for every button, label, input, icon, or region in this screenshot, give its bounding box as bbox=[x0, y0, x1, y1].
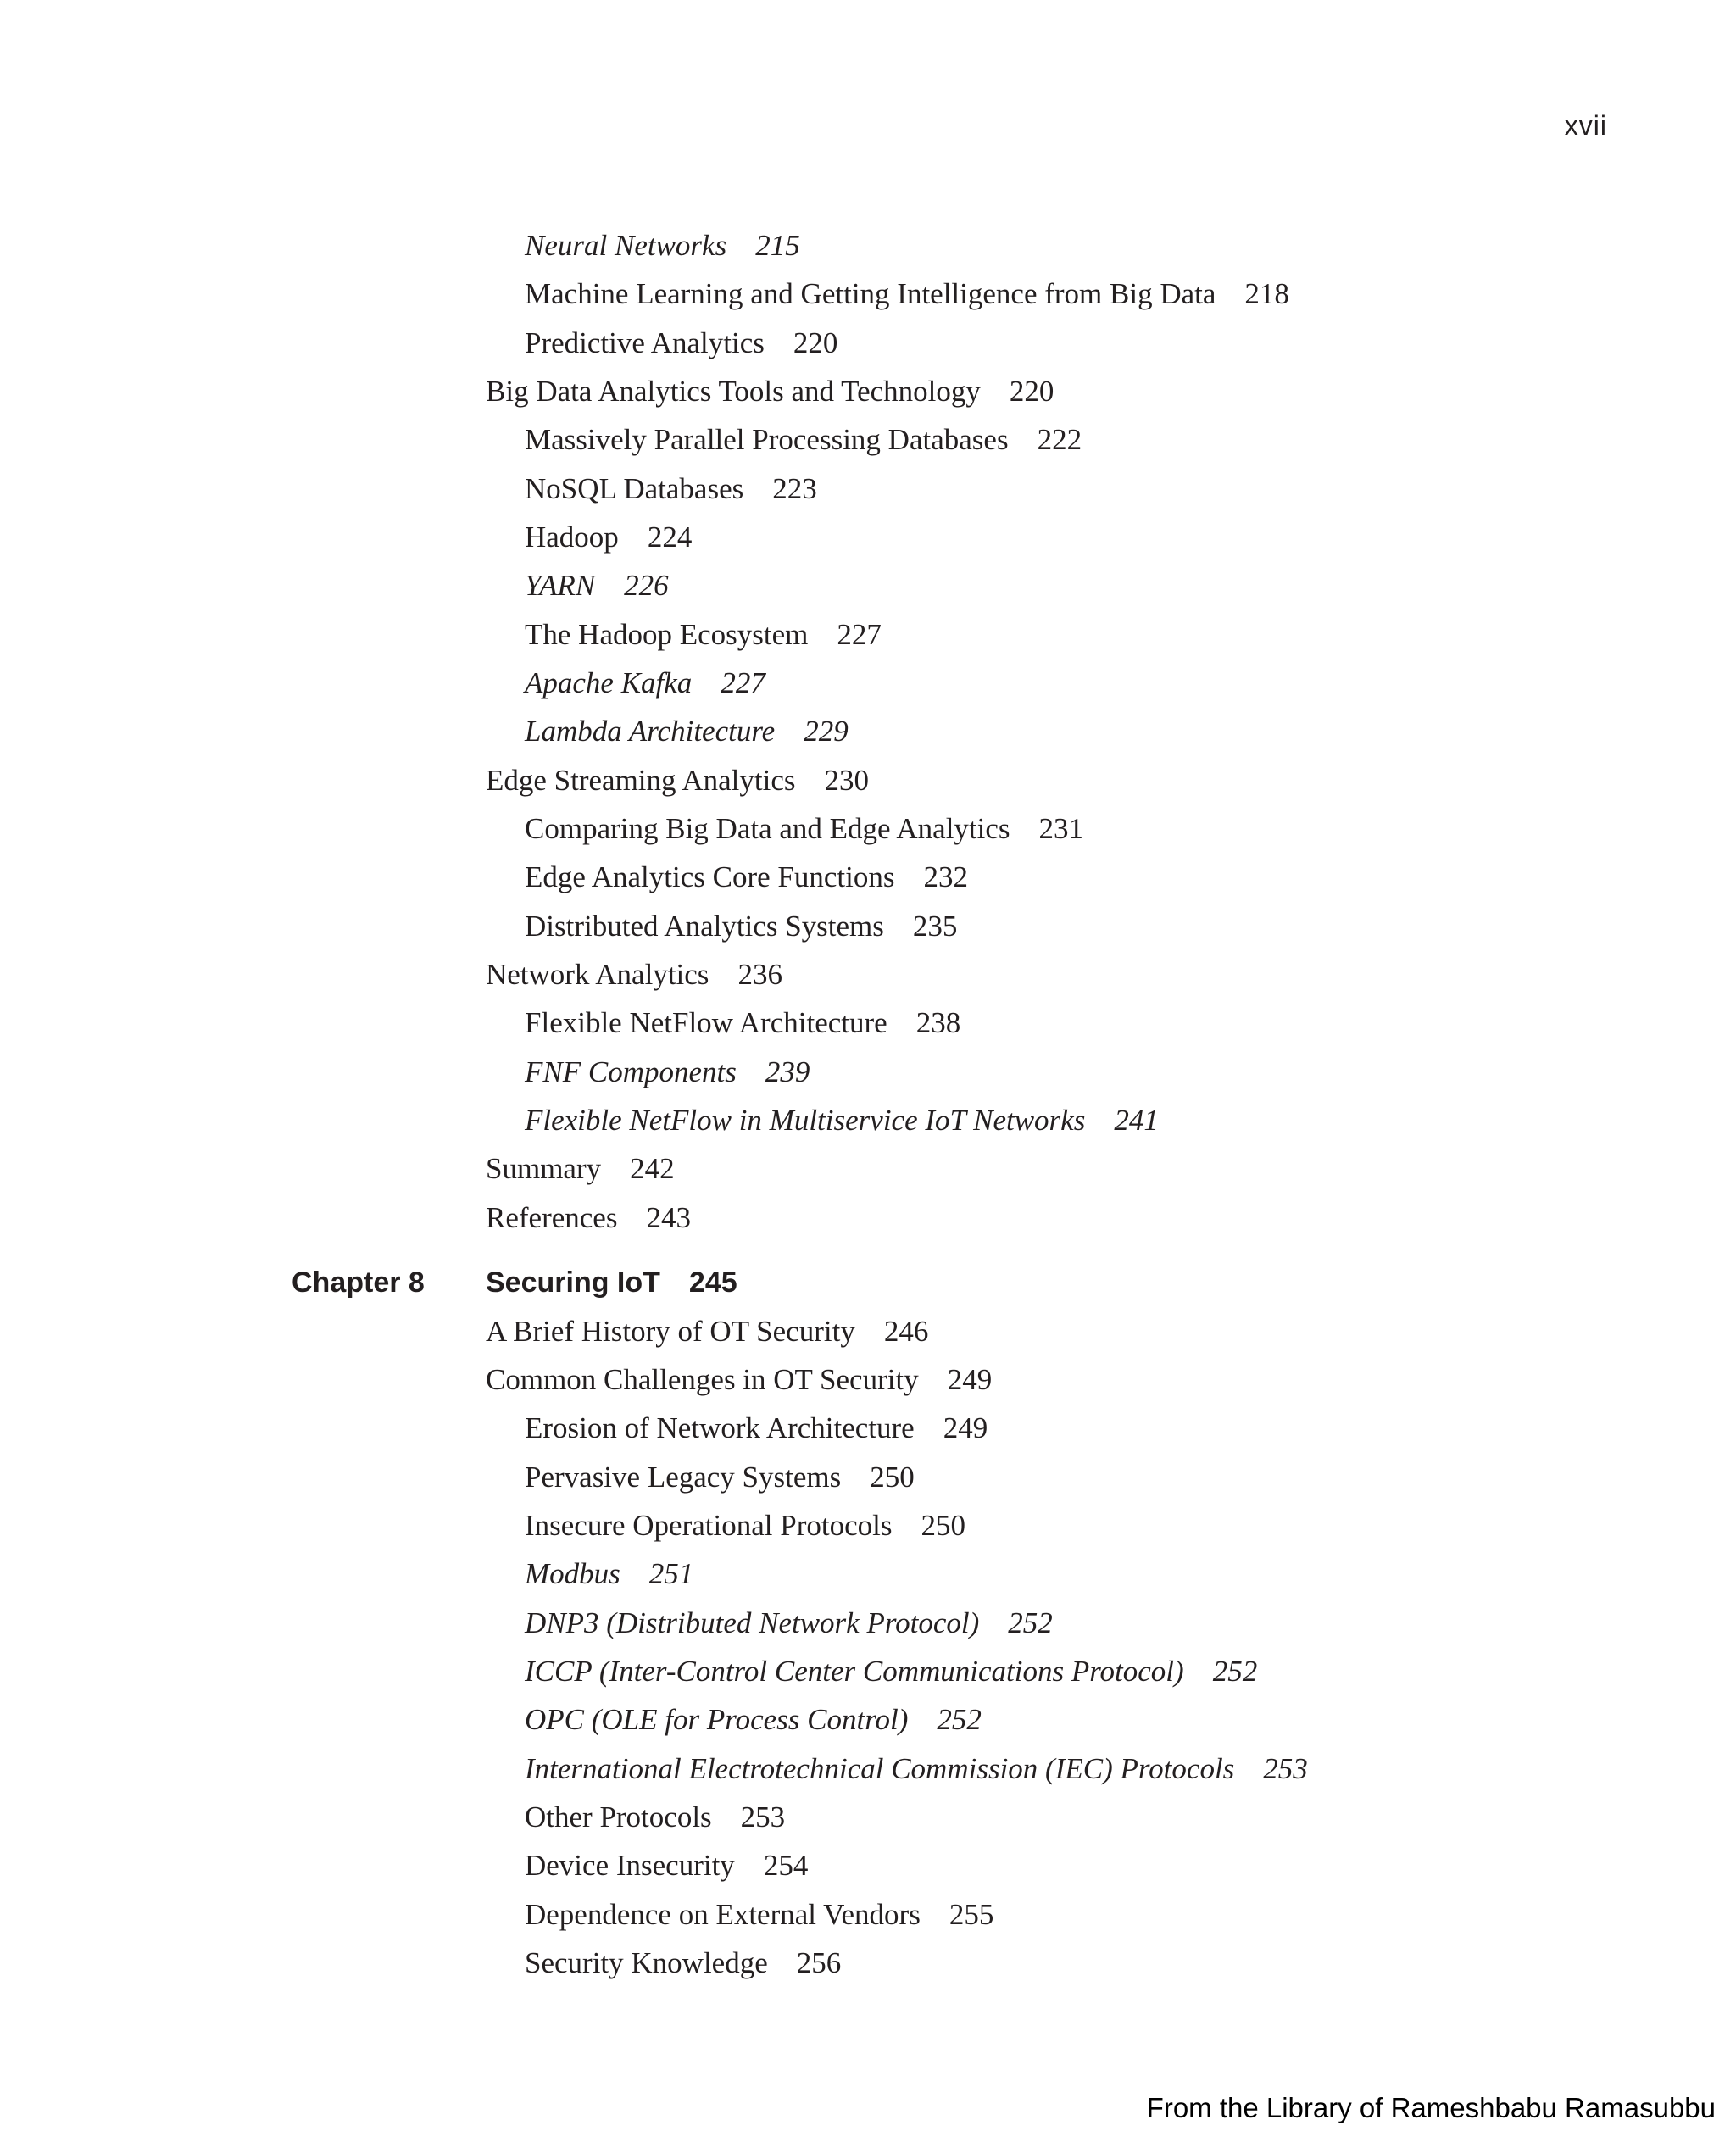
toc-entry-title: Modbus bbox=[525, 1557, 620, 1590]
chapter-title: Securing IoT bbox=[486, 1266, 660, 1299]
toc-entry-title: Edge Analytics Core Functions bbox=[525, 860, 895, 893]
toc-entry bbox=[486, 958, 782, 992]
toc-entry-page: 242 bbox=[630, 1152, 675, 1185]
toc-entry-title: Erosion of Network Architecture bbox=[525, 1411, 915, 1444]
library-footer: From the Library of Rameshbabu Ramasubbu bbox=[1146, 2092, 1716, 2123]
toc-entry-page: 218 bbox=[1244, 277, 1289, 310]
toc-entry-title: Security Knowledge bbox=[525, 1946, 768, 1979]
toc-entry-page: 230 bbox=[824, 764, 869, 797]
toc-entry-title: International Electrotechnical Commission (IEC) Protocols bbox=[525, 1752, 1235, 1785]
toc-entry bbox=[525, 277, 1289, 311]
chapter-heading bbox=[486, 1266, 737, 1299]
toc-entry-page: 222 bbox=[1037, 423, 1082, 456]
toc-entry-title: Device Insecurity bbox=[525, 1849, 735, 1882]
toc-entry bbox=[525, 1104, 1159, 1138]
toc-entry-page: 256 bbox=[796, 1946, 842, 1979]
toc-entry-page: 224 bbox=[647, 520, 693, 554]
toc-entry-page: 229 bbox=[804, 715, 849, 748]
toc-entry-page: 231 bbox=[1038, 812, 1084, 845]
toc-entry bbox=[486, 1363, 992, 1397]
toc-entry-page: 215 bbox=[755, 229, 800, 262]
toc-entry-page: 220 bbox=[793, 326, 838, 359]
toc-entry bbox=[525, 812, 1083, 846]
toc-entry-page: 254 bbox=[763, 1849, 809, 1882]
toc-entry-title: Other Protocols bbox=[525, 1800, 712, 1834]
toc-entry-page: 238 bbox=[915, 1006, 961, 1039]
toc-entry bbox=[525, 1411, 988, 1445]
chapter-page: 245 bbox=[688, 1266, 737, 1299]
toc-entry-title: DNP3 (Distributed Network Protocol) bbox=[525, 1606, 980, 1639]
toc-entry-page: 223 bbox=[772, 472, 817, 505]
toc-entry bbox=[525, 1703, 982, 1737]
toc-entry-title: A Brief History of OT Security bbox=[486, 1315, 855, 1348]
toc-entry-title: References bbox=[486, 1201, 618, 1234]
toc-entry bbox=[525, 1557, 693, 1591]
toc-entry-page: 232 bbox=[923, 860, 968, 893]
toc-entry-page: 250 bbox=[921, 1509, 965, 1542]
toc-entry-page: 253 bbox=[740, 1800, 786, 1834]
toc-entry bbox=[525, 1800, 785, 1834]
toc-entry-title: Big Data Analytics Tools and Technology bbox=[486, 375, 981, 408]
toc-entry bbox=[525, 1606, 1053, 1640]
toc-entry bbox=[525, 472, 817, 506]
toc-entry-title: Summary bbox=[486, 1152, 602, 1185]
toc-entry bbox=[525, 1655, 1257, 1689]
toc-entry-page: 241 bbox=[1114, 1104, 1159, 1137]
toc-entry bbox=[525, 1849, 808, 1883]
toc-entry-title: Dependence on External Vendors bbox=[525, 1898, 921, 1931]
toc-entry-title: OPC (OLE for Process Control) bbox=[525, 1703, 909, 1736]
toc-entry-page: 227 bbox=[721, 666, 765, 699]
toc-entry-page: 252 bbox=[1008, 1606, 1053, 1639]
toc-entry-title: YARN bbox=[525, 569, 596, 602]
toc-entry-page: 252 bbox=[1212, 1655, 1258, 1688]
toc-entry-title: Distributed Analytics Systems bbox=[525, 910, 884, 943]
toc-entry-page: 239 bbox=[765, 1055, 810, 1088]
toc-entry bbox=[525, 618, 882, 652]
toc-entry-page: 243 bbox=[646, 1201, 691, 1234]
toc-entry-title: Common Challenges in OT Security bbox=[486, 1363, 919, 1396]
toc-entry bbox=[486, 1201, 691, 1235]
toc-entry bbox=[525, 1898, 993, 1932]
toc-entry-title: Insecure Operational Protocols bbox=[525, 1509, 893, 1542]
toc-entry-page: 249 bbox=[947, 1363, 993, 1396]
toc-entry-title: ICCP (Inter-Control Center Communications Protocol) bbox=[525, 1655, 1184, 1688]
toc-entry-page: 220 bbox=[1009, 375, 1054, 408]
toc-entry-page: 249 bbox=[943, 1411, 988, 1444]
toc-entry-title: Neural Networks bbox=[525, 229, 727, 262]
toc-entry-title: FNF Components bbox=[525, 1055, 737, 1088]
toc-entry-title: Apache Kafka bbox=[525, 666, 693, 699]
toc-entry-page: 226 bbox=[624, 569, 669, 602]
toc-entry-title: Pervasive Legacy Systems bbox=[525, 1461, 842, 1494]
toc-entry bbox=[525, 715, 849, 748]
toc-entry-title: Lambda Architecture bbox=[525, 715, 776, 748]
toc-entry-page: 236 bbox=[737, 958, 782, 991]
toc-entry bbox=[525, 666, 765, 700]
toc-entry-page: 253 bbox=[1263, 1752, 1308, 1785]
page-number: xvii bbox=[1564, 110, 1607, 141]
toc-entry-title: Flexible NetFlow in Multiservice IoT Networks bbox=[525, 1104, 1086, 1137]
toc-entry-page: 235 bbox=[912, 910, 958, 943]
toc-entry bbox=[486, 1315, 928, 1349]
toc-entry-title: NoSQL Databases bbox=[525, 472, 744, 505]
toc-entry-title: Flexible NetFlow Architecture bbox=[525, 1006, 887, 1039]
toc-entry bbox=[486, 375, 1054, 409]
toc-entry-page: 246 bbox=[883, 1315, 929, 1348]
toc-entry bbox=[525, 326, 837, 360]
toc-entry bbox=[486, 1152, 675, 1186]
toc-entry bbox=[525, 910, 957, 943]
toc-entry bbox=[525, 569, 669, 603]
toc-entry-title: The Hadoop Ecosystem bbox=[525, 618, 809, 651]
toc-entry bbox=[525, 1006, 960, 1040]
toc-entry-page: 250 bbox=[870, 1461, 915, 1494]
toc-entry-title: Edge Streaming Analytics bbox=[486, 764, 796, 797]
toc-entry bbox=[525, 423, 1082, 457]
toc-entry-page: 255 bbox=[949, 1898, 994, 1931]
toc-entry bbox=[525, 520, 692, 554]
toc-entry-title: Massively Parallel Processing Databases bbox=[525, 423, 1009, 456]
toc-entry bbox=[525, 1055, 810, 1089]
toc-entry-page: 227 bbox=[837, 618, 882, 651]
toc-entry bbox=[486, 764, 869, 798]
toc-entry-title: Hadoop bbox=[525, 520, 619, 554]
toc-entry-page: 251 bbox=[648, 1557, 694, 1590]
toc-entry bbox=[525, 1752, 1308, 1786]
toc-entry-title: Predictive Analytics bbox=[525, 326, 765, 359]
toc-entry bbox=[525, 1461, 915, 1494]
toc-entry bbox=[525, 860, 968, 894]
toc-entry-title: Comparing Big Data and Edge Analytics bbox=[525, 812, 1010, 845]
toc-entry bbox=[525, 1509, 965, 1543]
toc-entry-title: Machine Learning and Getting Intelligence from Big Data bbox=[525, 277, 1216, 310]
toc-entry-page: 252 bbox=[937, 1703, 982, 1736]
chapter-label: Chapter 8 bbox=[292, 1266, 425, 1299]
toc-entry-title: Network Analytics bbox=[486, 958, 709, 991]
toc-entry bbox=[525, 229, 800, 263]
toc-entry bbox=[525, 1946, 841, 1980]
